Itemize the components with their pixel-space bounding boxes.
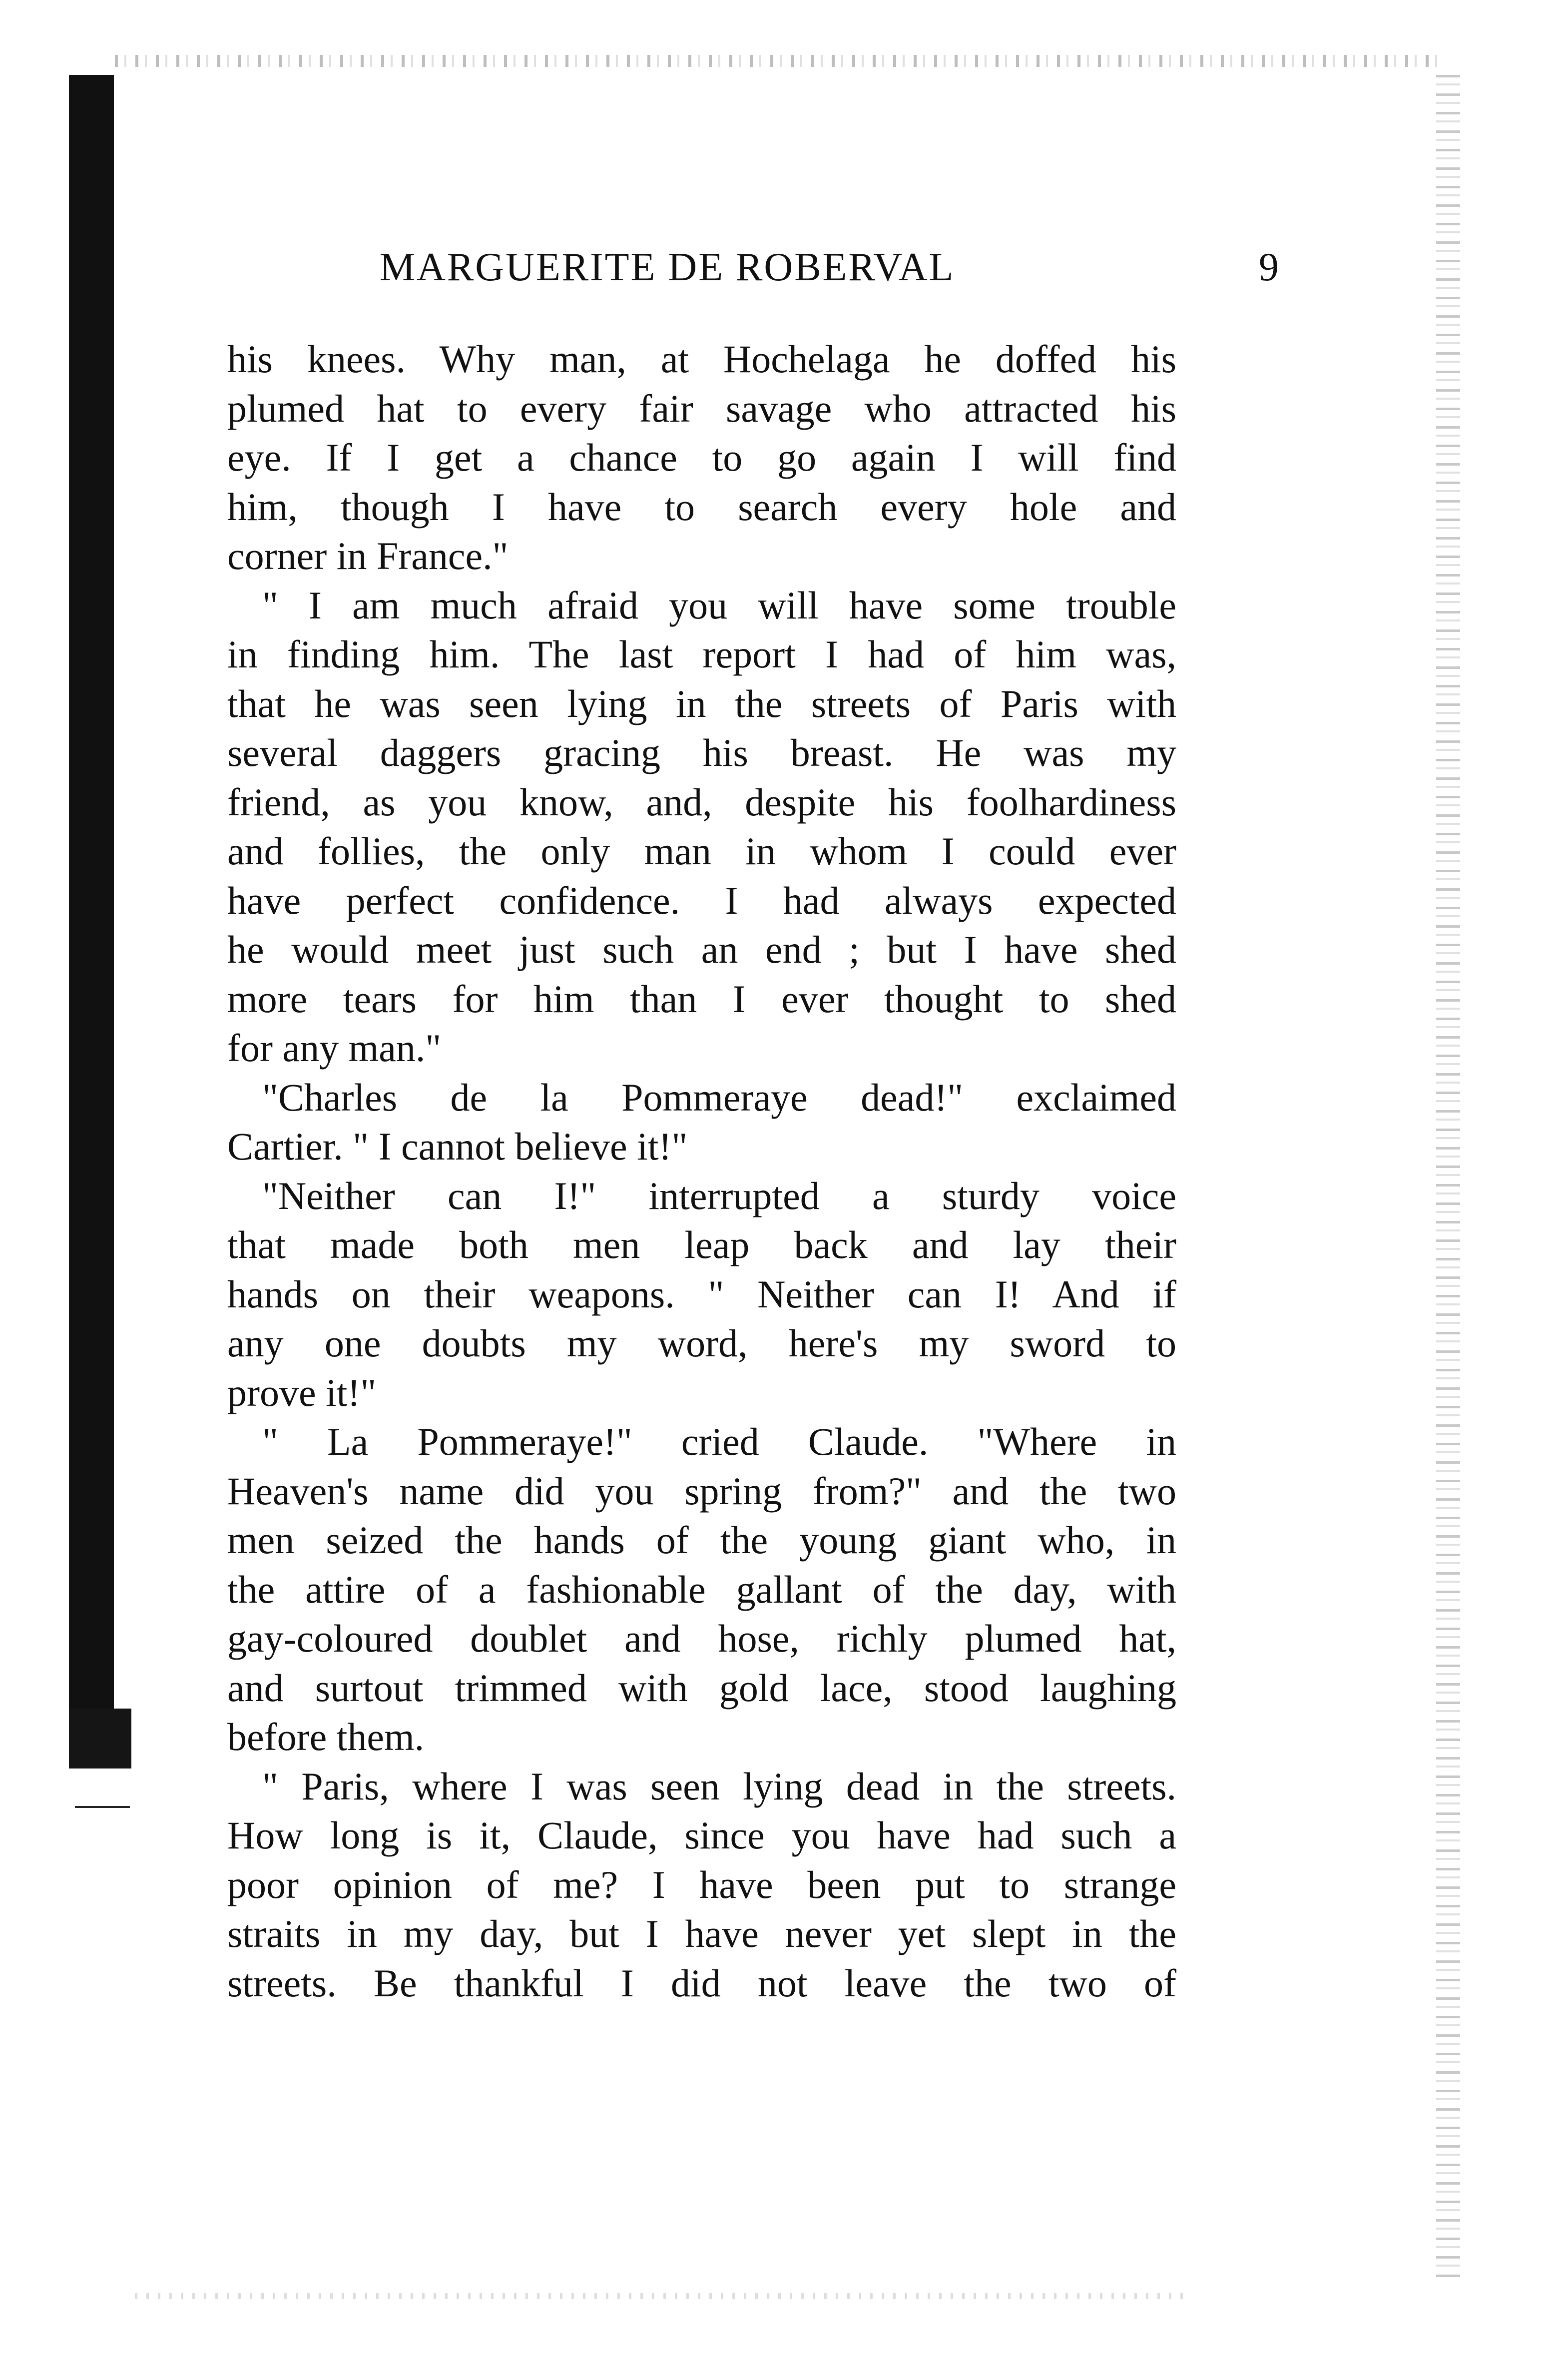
text-line: " Paris, where I was seen lying dead in the streets. bbox=[262, 1764, 1176, 1808]
scan-bottom-edge bbox=[135, 2293, 1184, 2299]
text-line: he would meet just such an end ; but I have shed bbox=[227, 928, 1176, 971]
text-line: " La Pommeraye!" cried Claude. "Where in bbox=[262, 1420, 1176, 1463]
text-line: gay-coloured doublet and hose, richly plumed hat, bbox=[227, 1617, 1176, 1660]
text-line: corner in France." bbox=[227, 534, 509, 578]
page-number: 9 bbox=[1259, 245, 1279, 289]
text-line: several daggers gracing his breast. He was my bbox=[227, 731, 1176, 774]
text-line: that made both men leap back and lay their bbox=[227, 1223, 1176, 1266]
binding-edge bbox=[69, 75, 114, 1709]
running-title: MARGUERITE DE ROBERVAL bbox=[380, 245, 955, 289]
text-line: men seized the hands of the young giant who, in bbox=[227, 1518, 1176, 1562]
text-line: more tears for him than I ever thought to shed bbox=[227, 977, 1176, 1021]
text-line: "Neither can I!" interrupted a sturdy voice bbox=[262, 1174, 1176, 1217]
text-line: the attire of a fashionable gallant of the day, with bbox=[227, 1567, 1176, 1611]
text-line: "Charles de la Pommeraye dead!" exclaimed bbox=[262, 1075, 1176, 1119]
text-line: plumed hat to every fair savage who attracted his bbox=[227, 386, 1176, 430]
scan-top-edge bbox=[115, 55, 1444, 67]
text-line: friend, as you know, and, despite his foolhardiness bbox=[227, 780, 1176, 824]
text-line: that he was seen lying in the streets of Paris with bbox=[227, 681, 1176, 725]
text-line: Heaven's name did you spring from?" and the two bbox=[227, 1469, 1176, 1513]
text-line: poor opinion of me? I have been put to strange bbox=[227, 1862, 1176, 1906]
text-line: prove it!" bbox=[227, 1370, 377, 1414]
text-line: Cartier. " I cannot believe it!" bbox=[227, 1125, 688, 1168]
text-line: How long is it, Claude, since you have had such a bbox=[227, 1813, 1176, 1857]
binding-edge-lower bbox=[69, 1709, 131, 1769]
binding-rule bbox=[75, 1806, 130, 1808]
text-line: eye. If I get a chance to go again I will find bbox=[227, 436, 1176, 479]
text-line: his knees. Why man, at Hochelaga he doffed his bbox=[227, 337, 1176, 381]
text-line: " I am much afraid you will have some trouble bbox=[262, 583, 1176, 627]
text-line: him, though I have to search every hole and bbox=[227, 485, 1176, 529]
text-line: and surtout trimmed with gold lace, stood laughing bbox=[227, 1666, 1176, 1710]
text-line: and follies, the only man in whom I could ever bbox=[227, 829, 1176, 873]
scan-right-edge bbox=[1436, 75, 1460, 2283]
text-line: hands on their weapons. " Neither can I! And if bbox=[227, 1272, 1176, 1316]
body-text bbox=[227, 335, 1176, 2008]
text-line: have perfect confidence. I had always expected bbox=[227, 878, 1176, 922]
text-line: straits in my day, but I have never yet slept in the bbox=[227, 1912, 1176, 1955]
page-header bbox=[380, 245, 1279, 295]
text-line: in finding him. The last report I had of him was, bbox=[227, 632, 1176, 676]
text-line: streets. Be thankful I did not leave the two of bbox=[227, 1961, 1176, 2005]
text-line: before them. bbox=[227, 1715, 425, 1759]
text-line: any one doubts my word, here's my sword to bbox=[227, 1321, 1176, 1365]
text-line: for any man." bbox=[227, 1026, 442, 1070]
